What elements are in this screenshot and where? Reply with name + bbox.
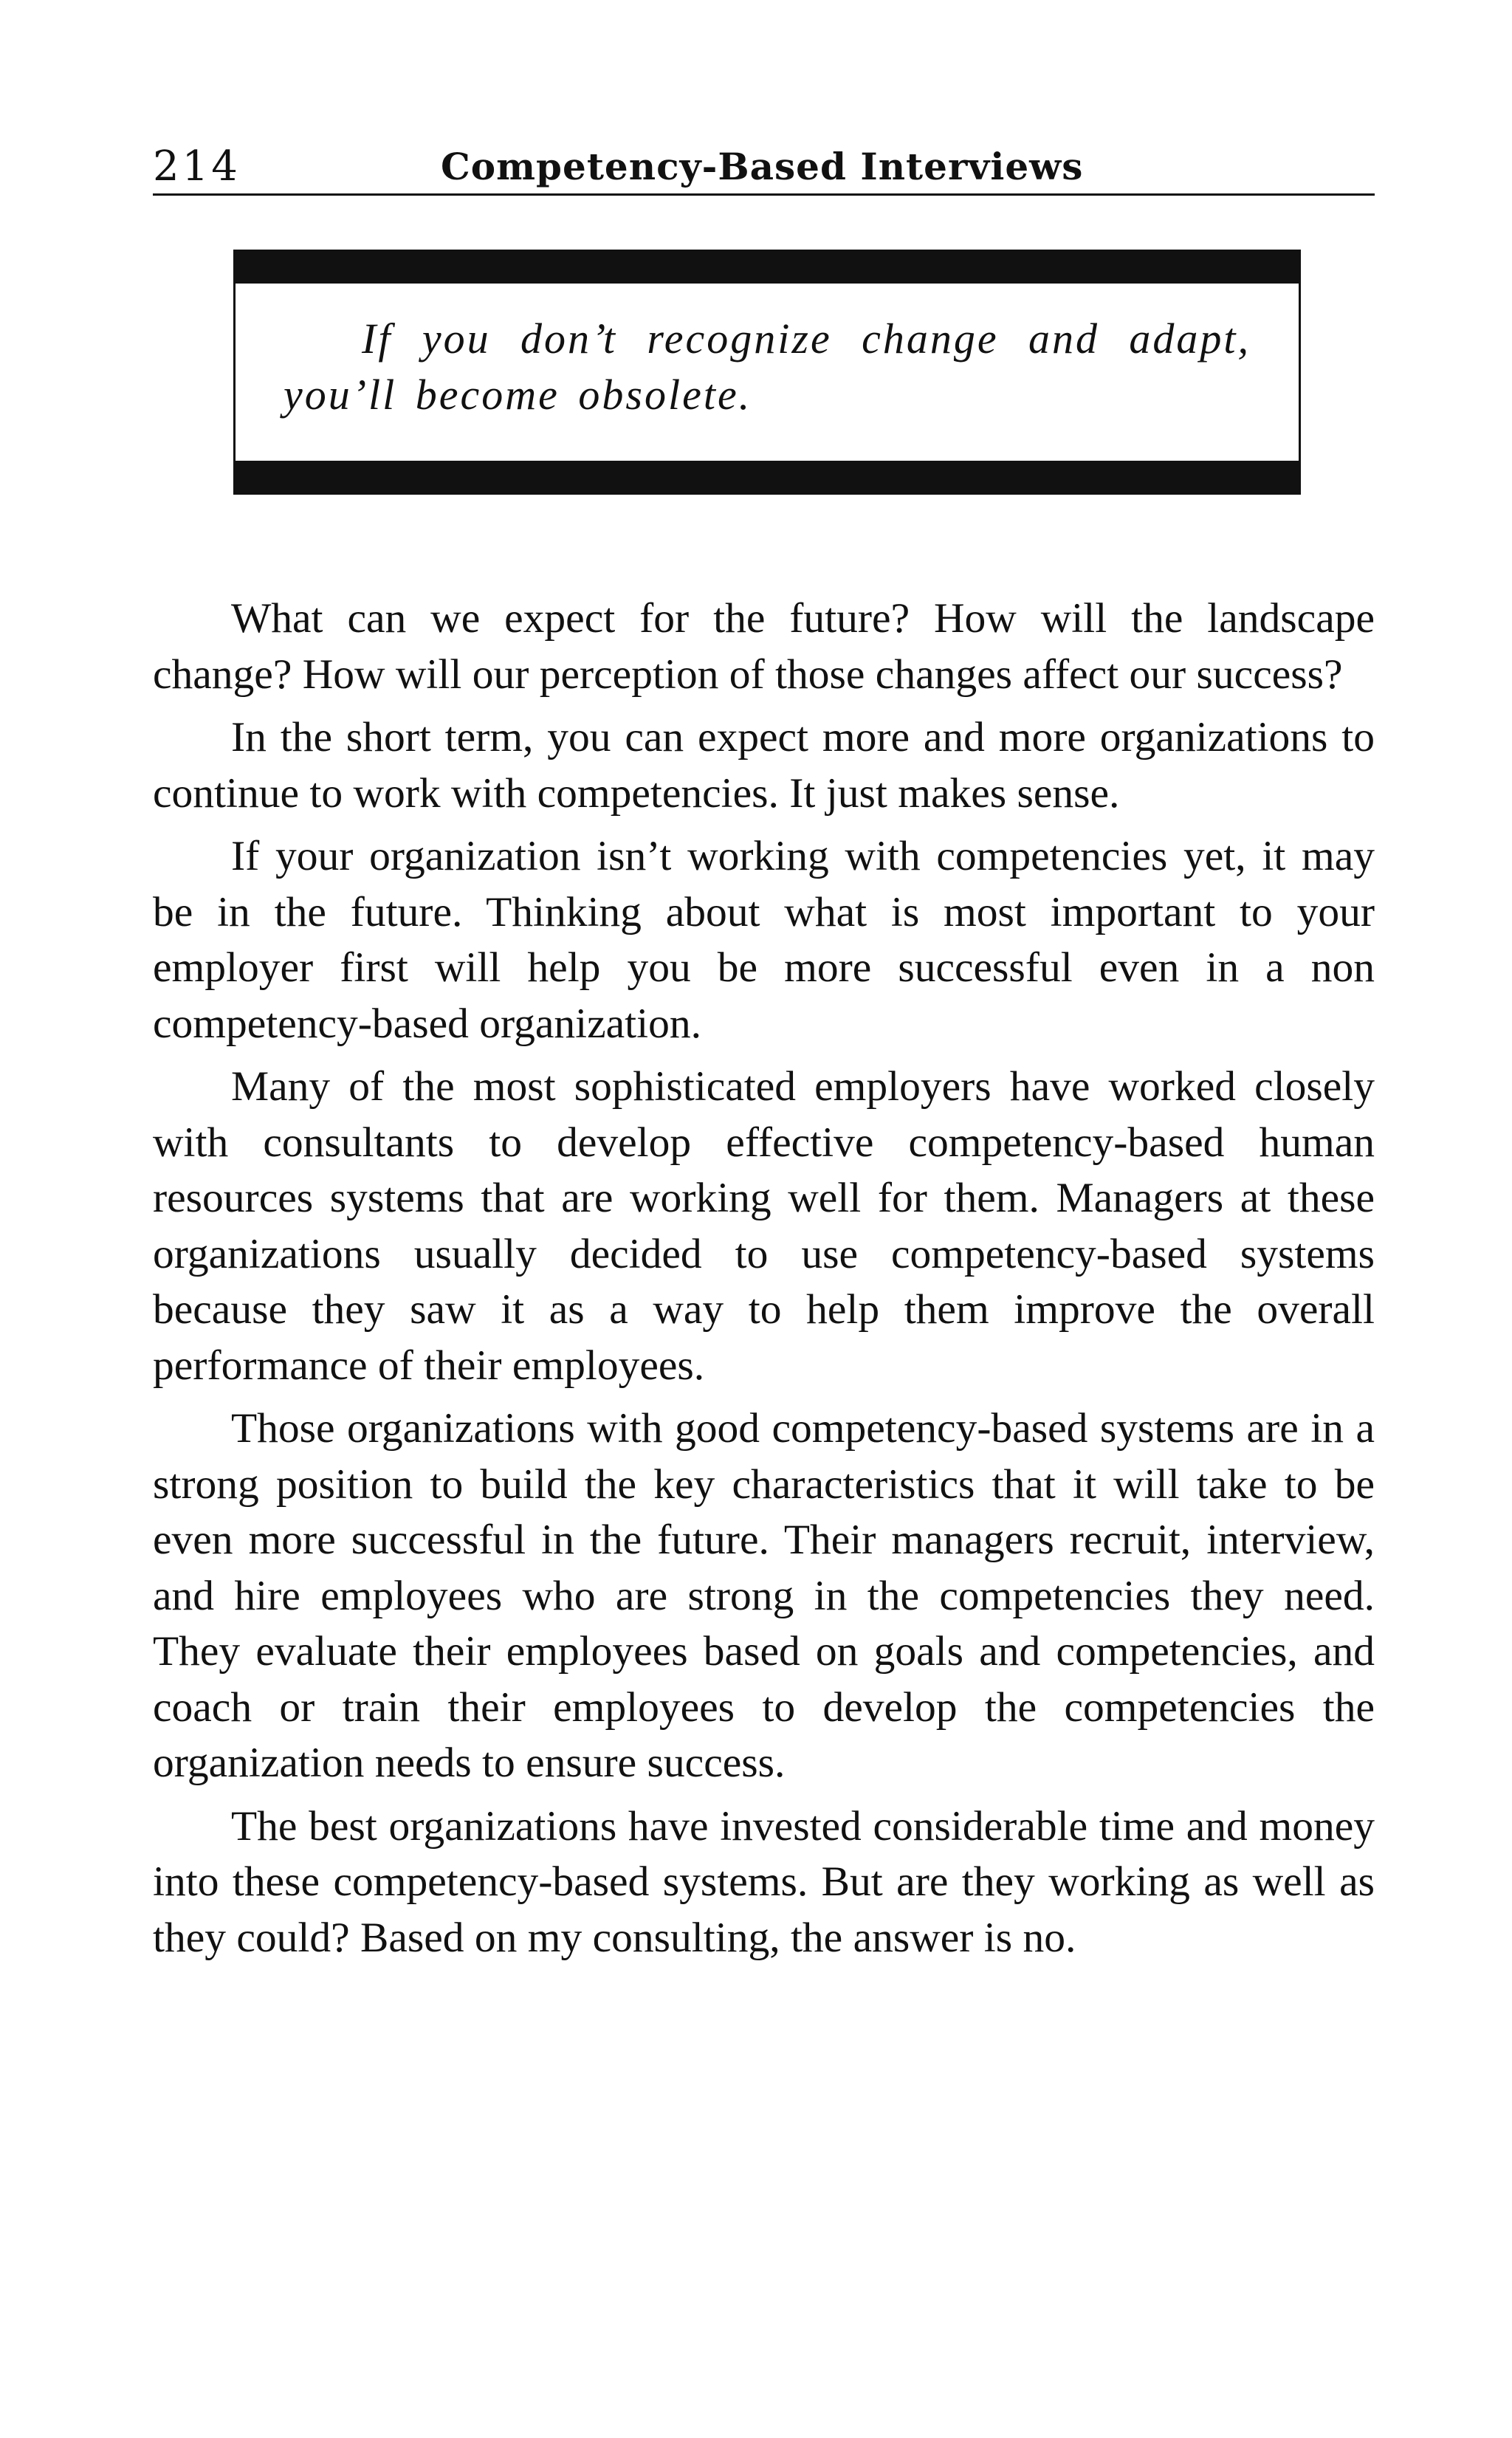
- paragraph: Those organizations with good competency-based systems are in a strong position to build the key characteristics that it will take to be even more successful in the future. Their managers recruit, interview, and hire employees who are strong in the competencies they need. They evaluate their employees based on goals and competencies, and coach or train their employees to develop the competencies the organization needs to ensure success.: [153, 1405, 1375, 1786]
- page-number: 214: [153, 142, 241, 190]
- body-text: [153, 591, 1375, 1973]
- running-title: Competency-Based Interviews: [441, 145, 1084, 188]
- pull-quote-bottom-bar: [233, 461, 1301, 495]
- paragraph: If your organization isn’t working with competencies yet, it may be in the future. Thinking about what is most important to your employer first will help you be more successful even in a non competency-based organization.: [153, 833, 1375, 1047]
- pull-quote-text: If you don’t recognize change and adapt, you’ll become obsolete.: [284, 315, 1251, 419]
- pull-quote-top-bar: [233, 250, 1301, 284]
- paragraph: In the short term, you can expect more and more organizations to continue to work with competencies. It just makes sense.: [153, 714, 1375, 817]
- paragraph: What can we expect for the future? How will the landscape change? How will our perception of those changes affect our success?: [153, 595, 1375, 698]
- running-head: [153, 140, 1375, 196]
- paragraph: Many of the most sophisticated employers have worked closely with consultants to develop effective competency-based human resources systems that are working well for them. Managers at these organizations usually decided to use competency-based systems because they saw it as a way to help them improve the overall performance of their employees.: [153, 1063, 1375, 1389]
- paragraph: The best organizations have invested considerable time and money into these competency-based systems. But are they working as well as they could? Based on my consulting, the answer is no.: [153, 1802, 1375, 1961]
- pull-quote-box: [233, 250, 1301, 495]
